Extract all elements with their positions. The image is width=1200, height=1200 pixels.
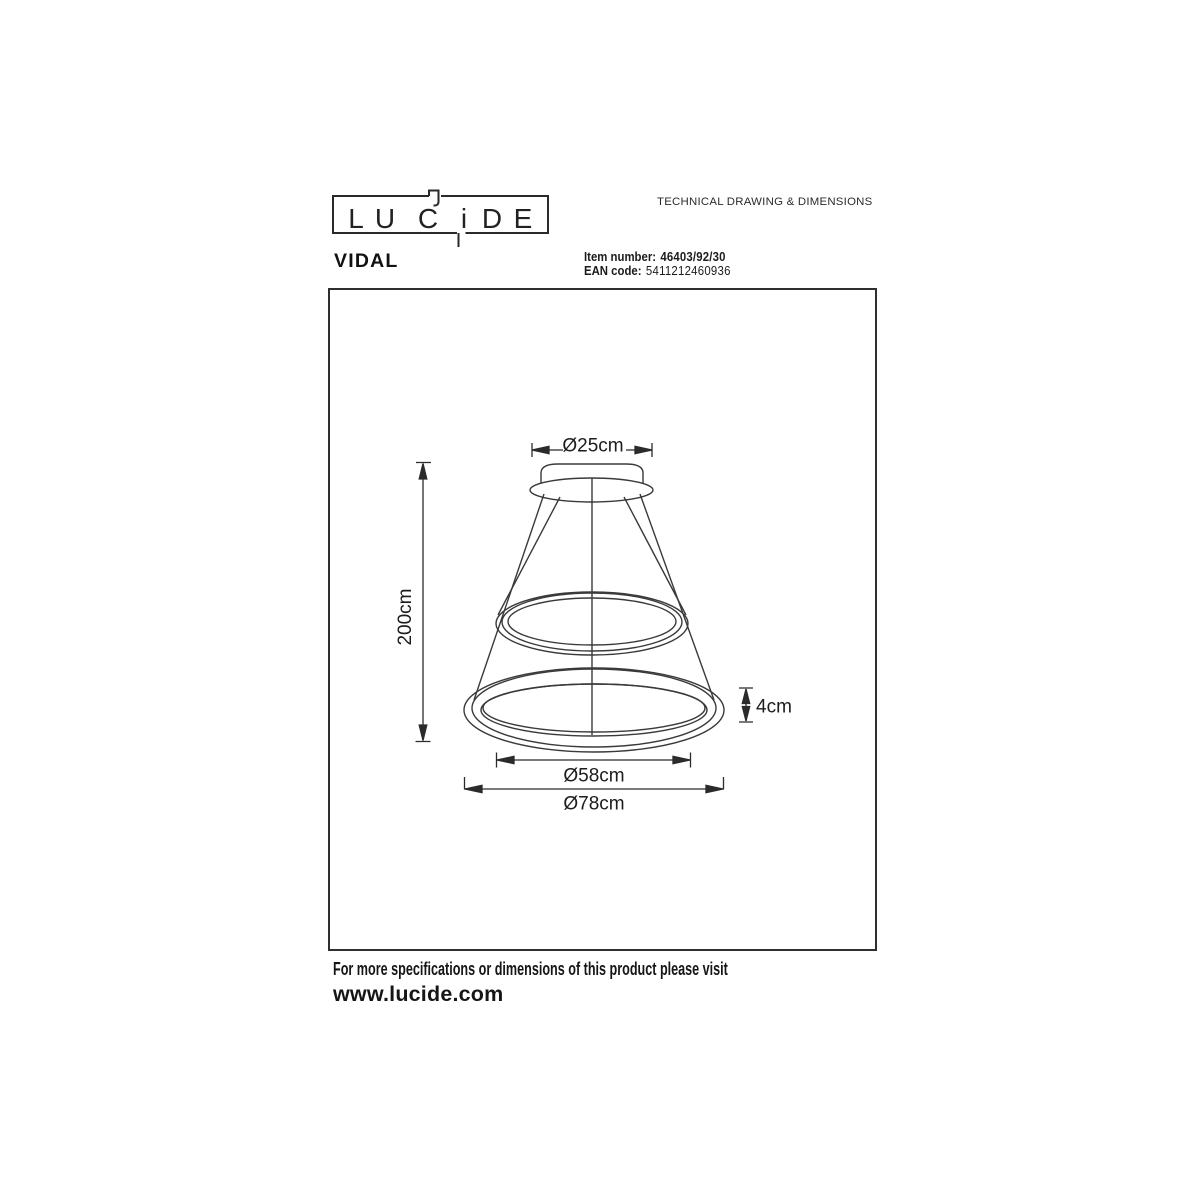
dim-height-label: 200cm xyxy=(395,588,416,646)
dim-inner-ring-label: Ø58cm xyxy=(563,765,625,787)
logo-letter-i: i xyxy=(460,203,468,234)
pendant-lamp xyxy=(464,464,724,752)
footer-note: For more specifications or dimensions of this product please visit xyxy=(333,959,728,979)
item-number-label: Item number: xyxy=(584,249,657,264)
lucide-logo xyxy=(333,191,548,248)
dim-outer-ring-label: Ø78cm xyxy=(563,793,625,815)
bottom-ring xyxy=(464,668,724,752)
item-number-value: 46403/92/30 xyxy=(660,249,726,264)
logo-letter-u: U xyxy=(374,203,396,234)
dim-ring-height xyxy=(739,688,792,722)
dim-canopy-label: Ø25cm xyxy=(562,435,624,457)
product-name: VIDAL xyxy=(334,250,399,272)
dim-height xyxy=(395,463,431,742)
logo-letter-l: L xyxy=(348,203,364,234)
logo-letter-c: C xyxy=(417,203,439,234)
website-url: www.lucide.com xyxy=(333,982,504,1006)
dim-ring-height-label: 4cm xyxy=(756,696,792,718)
logo-letter-d: D xyxy=(481,203,503,234)
logo-letter-e: E xyxy=(513,203,533,234)
ean-value: 5411212460936 xyxy=(645,263,731,278)
dim-inner-ring xyxy=(497,753,691,787)
ean-label: EAN code: xyxy=(584,263,642,278)
dim-canopy-diameter xyxy=(532,436,652,458)
doc-title: TECHNICAL DRAWING & DIMENSIONS xyxy=(657,196,873,208)
